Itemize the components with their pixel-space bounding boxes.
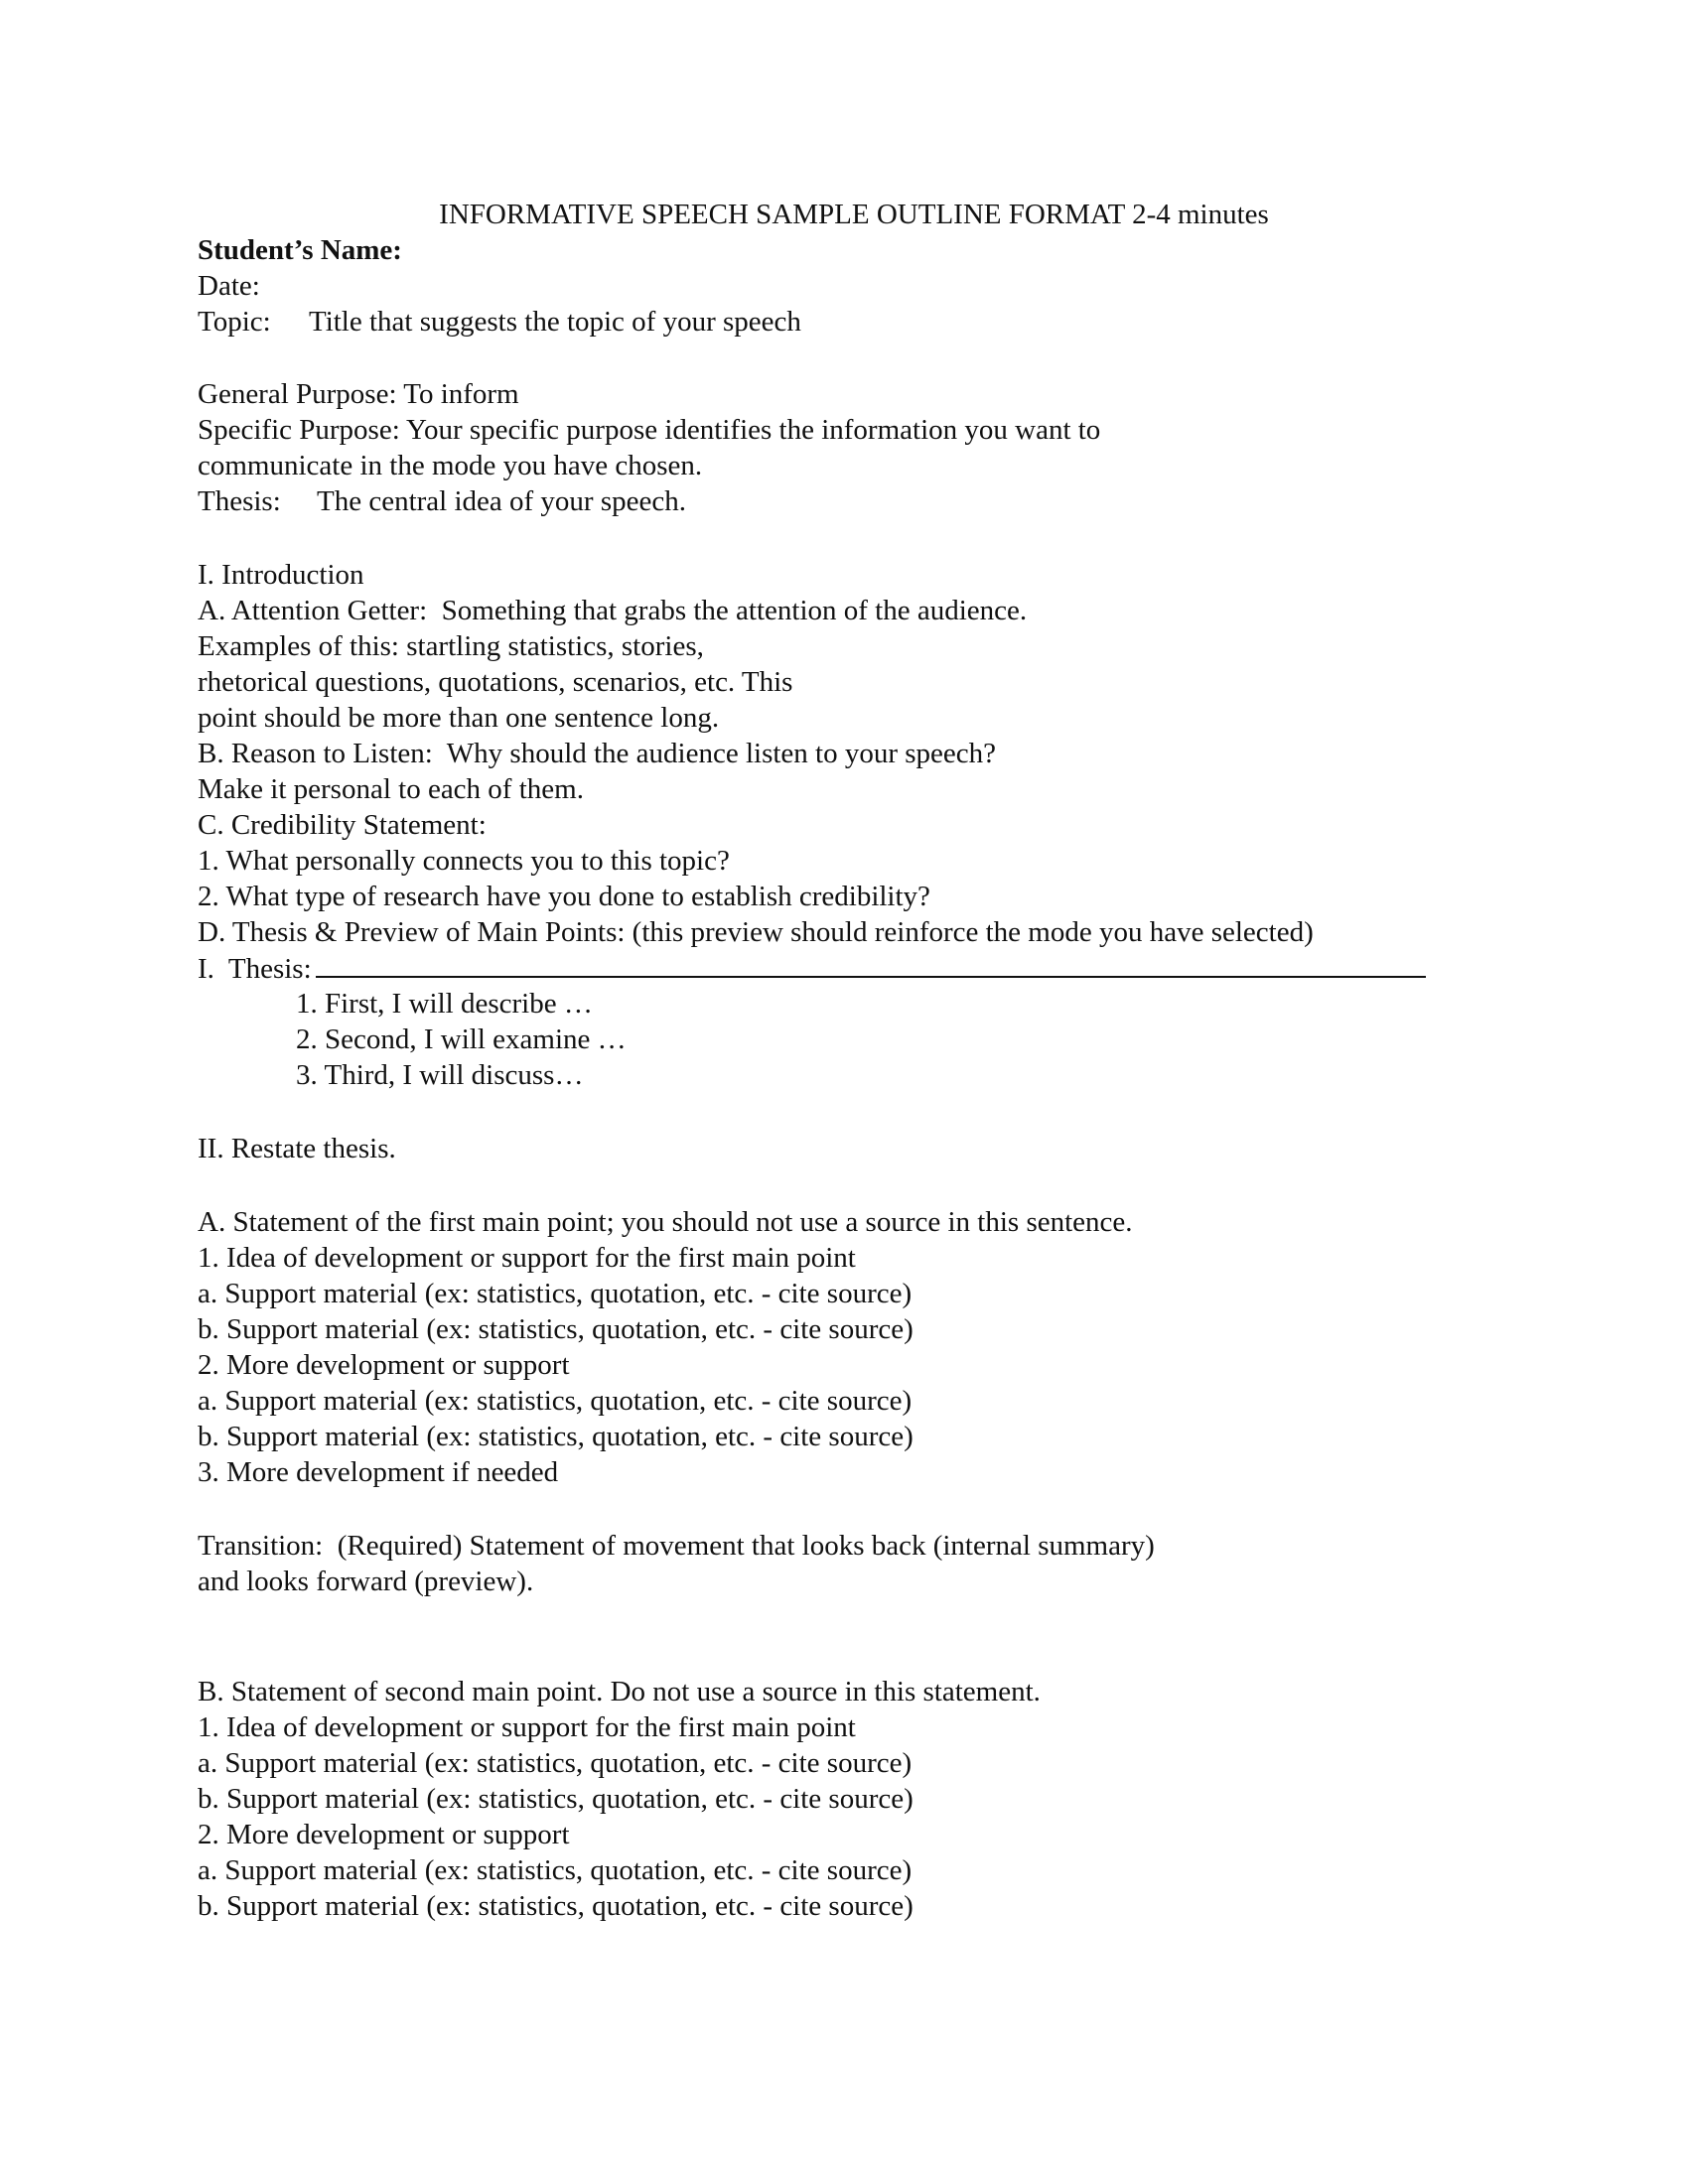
topic-text: Title that suggests the topic of your speech xyxy=(309,306,801,338)
second-point-line: 2. More development or support xyxy=(198,1819,570,1850)
attention-getter-line-3: rhetorical questions, quotations, scenarios, etc. This xyxy=(198,666,793,698)
topic-label: Topic: xyxy=(198,306,271,338)
reason-to-listen-line-2: Make it personal to each of them. xyxy=(198,773,584,805)
general-purpose: General Purpose: To inform xyxy=(198,378,519,410)
first-point-line: 3. More development if needed xyxy=(198,1456,559,1488)
thesis-blank-label: I. Thesis: xyxy=(198,953,312,985)
transition-line-2: and looks forward (preview). xyxy=(198,1566,534,1597)
restate-thesis: II. Restate thesis. xyxy=(198,1133,396,1164)
preview-item: 2. Second, I will examine … xyxy=(296,1024,627,1055)
specific-purpose-line-1: Specific Purpose: Your specific purpose identifies the information you want to xyxy=(198,414,1101,446)
first-point-line: a. Support material (ex: statistics, quotation, etc. - cite source) xyxy=(198,1385,913,1417)
second-point-line: a. Support material (ex: statistics, quotation, etc. - cite source) xyxy=(198,1854,913,1886)
student-name-label: Student’s Name: xyxy=(198,234,402,266)
thesis-text: The central idea of your speech. xyxy=(317,485,686,517)
document-title: INFORMATIVE SPEECH SAMPLE OUTLINE FORMAT 2-4 minutes xyxy=(439,199,1269,230)
reason-to-listen-line-1: B. Reason to Listen: Why should the audience listen to your speech? xyxy=(198,738,997,769)
first-point-line: a. Support material (ex: statistics, quotation, etc. - cite source) xyxy=(198,1278,913,1309)
topic-line xyxy=(198,304,801,340)
date-label: Date: xyxy=(198,270,260,302)
second-point-line: b. Support material (ex: statistics, quotation, etc. - cite source) xyxy=(198,1890,914,1922)
thesis-label: Thesis: xyxy=(198,485,281,517)
second-point-line: 1. Idea of development or support for the first main point xyxy=(198,1711,856,1743)
introduction-heading: I. Introduction xyxy=(198,559,364,591)
attention-getter-line-4: point should be more than one sentence long. xyxy=(198,702,720,734)
second-point-line: B. Statement of second main point. Do not use a source in this statement. xyxy=(198,1676,1041,1707)
thesis-line xyxy=(198,483,686,519)
credibility-item-1: 1. What personally connects you to this topic? xyxy=(198,845,730,877)
preview-item: 3. Third, I will discuss… xyxy=(296,1059,584,1091)
specific-purpose-line-2: communicate in the mode you have chosen. xyxy=(198,450,703,481)
attention-getter-line-2: Examples of this: startling statistics, stories, xyxy=(198,630,704,662)
first-point-line: 1. Idea of development or support for the first main point xyxy=(198,1242,856,1274)
credibility-item-2: 2. What type of research have you done to establish credibility? xyxy=(198,881,930,912)
thesis-blank-line xyxy=(198,950,1426,987)
transition-line-1: Transition: (Required) Statement of movement that looks back (internal summary) xyxy=(198,1530,1155,1562)
attention-getter-line-1: A. Attention Getter: Something that grabs the attention of the audience. xyxy=(198,595,1028,626)
first-point-line: b. Support material (ex: statistics, quotation, etc. - cite source) xyxy=(198,1421,914,1452)
first-point-line: A. Statement of the first main point; you should not use a source in this sentence. xyxy=(198,1206,1133,1238)
preview-item: 1. First, I will describe … xyxy=(296,988,593,1020)
credibility-heading: C. Credibility Statement: xyxy=(198,809,487,841)
first-point-line: b. Support material (ex: statistics, quotation, etc. - cite source) xyxy=(198,1313,914,1345)
first-point-line: 2. More development or support xyxy=(198,1349,570,1381)
thesis-blank xyxy=(316,950,1426,978)
second-point-line: a. Support material (ex: statistics, quotation, etc. - cite source) xyxy=(198,1747,913,1779)
thesis-preview-heading: D. Thesis & Preview of Main Points: (this preview should reinforce the mode you have selected) xyxy=(198,916,1314,948)
second-point-line: b. Support material (ex: statistics, quotation, etc. - cite source) xyxy=(198,1783,914,1815)
